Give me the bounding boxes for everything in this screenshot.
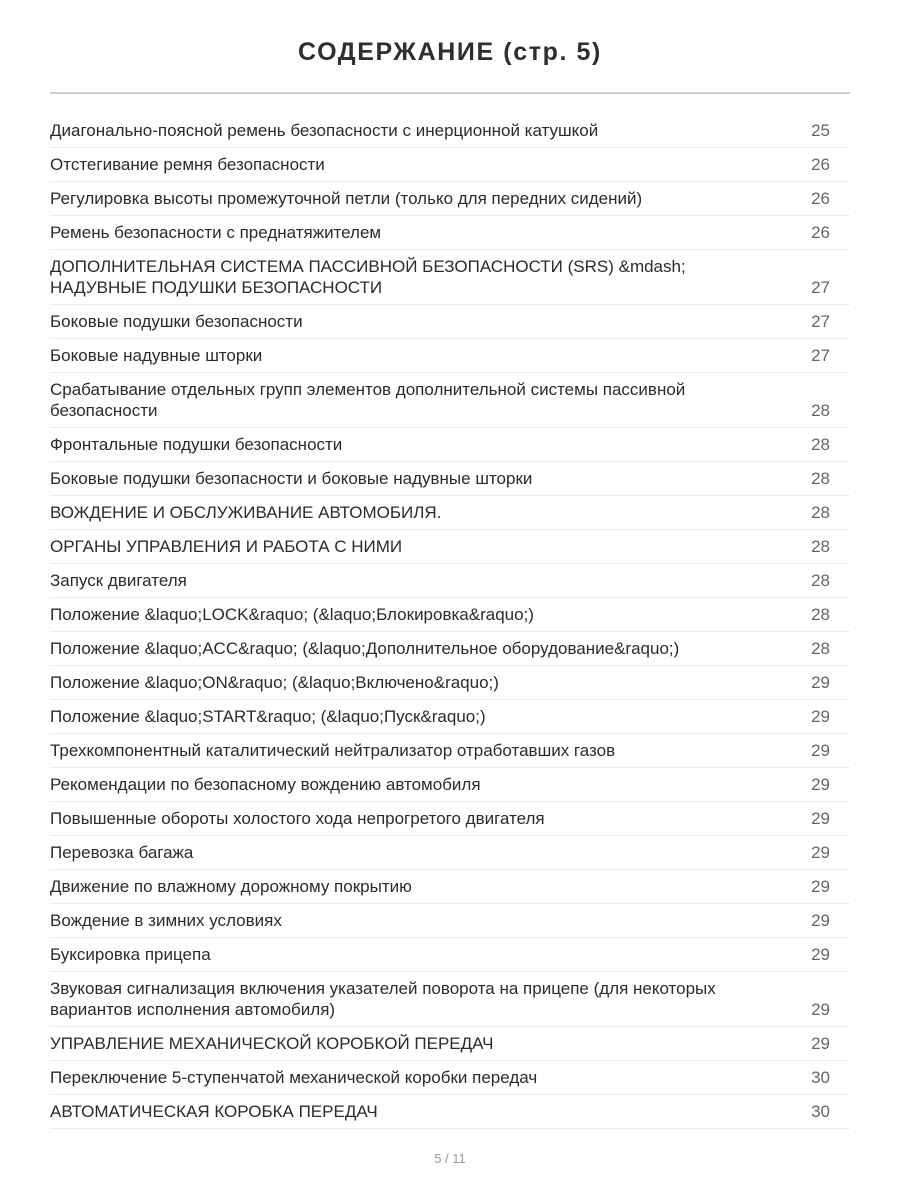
toc-entry-label: Срабатывание отдельных групп элементов дополнительной системы пассивной безопасности: [50, 380, 686, 420]
toc-entry-label: УПРАВЛЕНИЕ МЕХАНИЧЕСКОЙ КОРОБКОЙ ПЕРЕДАЧ: [50, 1034, 494, 1053]
toc-entry[interactable]: [50, 305, 850, 339]
toc-entry-label: Боковые надувные шторки: [50, 346, 263, 365]
toc-entry-page-number: 30: [811, 1102, 830, 1121]
toc-entry-label: ВОЖДЕНИЕ И ОБСЛУЖИВАНИЕ АВТОМОБИЛЯ.: [50, 503, 442, 522]
toc-entry[interactable]: [50, 114, 850, 148]
toc-entry[interactable]: [50, 250, 850, 305]
table-of-contents: [50, 114, 850, 1129]
toc-entry-page-number: 25: [811, 121, 830, 140]
toc-entry[interactable]: [50, 700, 850, 734]
toc-entry-label: Перевозка багажа: [50, 843, 194, 862]
toc-entry-label: Повышенные обороты холостого хода непрогретого двигателя: [50, 809, 545, 828]
toc-entry[interactable]: [50, 632, 850, 666]
toc-entry[interactable]: [50, 1061, 850, 1095]
toc-entry-label: Положение &laquo;LOCK&raquo; (&laquo;Блокировка&raquo;): [50, 605, 534, 624]
toc-entry-label: Движение по влажному дорожному покрытию: [50, 877, 412, 896]
toc-entry-page-number: 27: [811, 278, 830, 297]
toc-entry-label: ДОПОЛНИТЕЛЬНАЯ СИСТЕМА ПАССИВНОЙ БЕЗОПАСНОСТИ (SRS) &mdash; НАДУВНЫЕ ПОДУШКИ БЕЗОПАСНОСТИ: [50, 257, 686, 297]
toc-entry-page-number: 29: [811, 741, 830, 760]
toc-entry-page-number: 27: [811, 312, 830, 331]
toc-entry-label: Переключение 5-ступенчатой механической коробки передач: [50, 1068, 538, 1087]
toc-entry-label: Диагонально-поясной ремень безопасности с инерционной катушкой: [50, 121, 599, 140]
toc-entry[interactable]: [50, 530, 850, 564]
toc-entry[interactable]: [50, 870, 850, 904]
toc-entry[interactable]: [50, 938, 850, 972]
toc-entry-label: ОРГАНЫ УПРАВЛЕНИЯ И РАБОТА С НИМИ: [50, 537, 403, 556]
toc-entry-label: Вождение в зимних условиях: [50, 911, 282, 930]
toc-entry[interactable]: [50, 373, 850, 428]
toc-entry-page-number: 29: [811, 945, 830, 964]
toc-entry[interactable]: [50, 666, 850, 700]
toc-entry[interactable]: [50, 598, 850, 632]
page-number: 5 / 11: [434, 1151, 466, 1166]
toc-entry[interactable]: [50, 216, 850, 250]
toc-entry[interactable]: [50, 1027, 850, 1061]
toc-entry-label: Боковые подушки безопасности и боковые надувные шторки: [50, 469, 533, 488]
toc-entry-page-number: 28: [811, 537, 830, 556]
toc-entry-page-number: 29: [811, 911, 830, 930]
toc-entry[interactable]: [50, 496, 850, 530]
toc-entry[interactable]: [50, 428, 850, 462]
toc-entry-label: Буксировка прицепа: [50, 945, 211, 964]
toc-entry-label: Отстегивание ремня безопасности: [50, 155, 325, 174]
toc-entry-page-number: 28: [811, 503, 830, 522]
toc-entry-label: Положение &laquo;START&raquo; (&laquo;Пуск&raquo;): [50, 707, 486, 726]
toc-entry-page-number: 28: [811, 639, 830, 658]
toc-entry-page-number: 26: [811, 155, 830, 174]
toc-entry[interactable]: [50, 904, 850, 938]
toc-entry-page-number: 29: [811, 775, 830, 794]
toc-entry-label: Боковые подушки безопасности: [50, 312, 303, 331]
toc-entry-page-number: 28: [811, 605, 830, 624]
toc-entry[interactable]: [50, 802, 850, 836]
toc-entry-label: Трехкомпонентный каталитический нейтрализатор отработавших газов: [50, 741, 616, 760]
toc-entry-page-number: 29: [811, 1000, 830, 1019]
toc-entry-label: Положение &laquo;ACC&raquo; (&laquo;Дополнительное оборудование&raquo;): [50, 639, 680, 658]
toc-entry-page-number: 29: [811, 673, 830, 692]
page-title: СОДЕРЖАНИЕ (стр. 5): [298, 38, 602, 66]
toc-entry-page-number: 26: [811, 223, 830, 242]
toc-entry-page-number: 26: [811, 189, 830, 208]
toc-entry-label: АВТОМАТИЧЕСКАЯ КОРОБКА ПЕРЕДАЧ: [50, 1102, 378, 1121]
toc-entry-page-number: 27: [811, 346, 830, 365]
toc-entry[interactable]: [50, 734, 850, 768]
toc-entry-label: Рекомендации по безопасному вождению автомобиля: [50, 775, 481, 794]
toc-entry-page-number: 30: [811, 1068, 830, 1087]
toc-entry-page-number: 28: [811, 435, 830, 454]
toc-entry-label: Фронтальные подушки безопасности: [50, 435, 343, 454]
toc-entry-label: Ремень безопасности с преднатяжителем: [50, 223, 382, 242]
toc-entry[interactable]: [50, 182, 850, 216]
toc-entry-label: Запуск двигателя: [50, 571, 187, 590]
toc-entry-page-number: 29: [811, 707, 830, 726]
toc-entry[interactable]: [50, 836, 850, 870]
toc-entry-page-number: 28: [811, 401, 830, 420]
toc-entry-label: Положение &laquo;ON&raquo; (&laquo;Включено&raquo;): [50, 673, 499, 692]
toc-entry-page-number: 29: [811, 877, 830, 896]
toc-entry[interactable]: [50, 972, 850, 1027]
toc-entry-page-number: 29: [811, 809, 830, 828]
toc-entry[interactable]: [50, 462, 850, 496]
toc-entry[interactable]: [50, 339, 850, 373]
toc-entry-page-number: 29: [811, 843, 830, 862]
toc-entry-page-number: 28: [811, 571, 830, 590]
toc-entry[interactable]: [50, 564, 850, 598]
toc-entry[interactable]: [50, 768, 850, 802]
toc-entry-page-number: 29: [811, 1034, 830, 1053]
toc-entry-label: Звуковая сигнализация включения указателей поворота на прицепе (для некоторых вариантов исполнения автомобиля): [50, 979, 716, 1019]
toc-entry[interactable]: [50, 1095, 850, 1129]
toc-entry-page-number: 28: [811, 469, 830, 488]
title-divider: [50, 92, 850, 94]
toc-entry-label: Регулировка высоты промежуточной петли (только для передних сидений): [50, 189, 643, 208]
toc-entry[interactable]: [50, 148, 850, 182]
